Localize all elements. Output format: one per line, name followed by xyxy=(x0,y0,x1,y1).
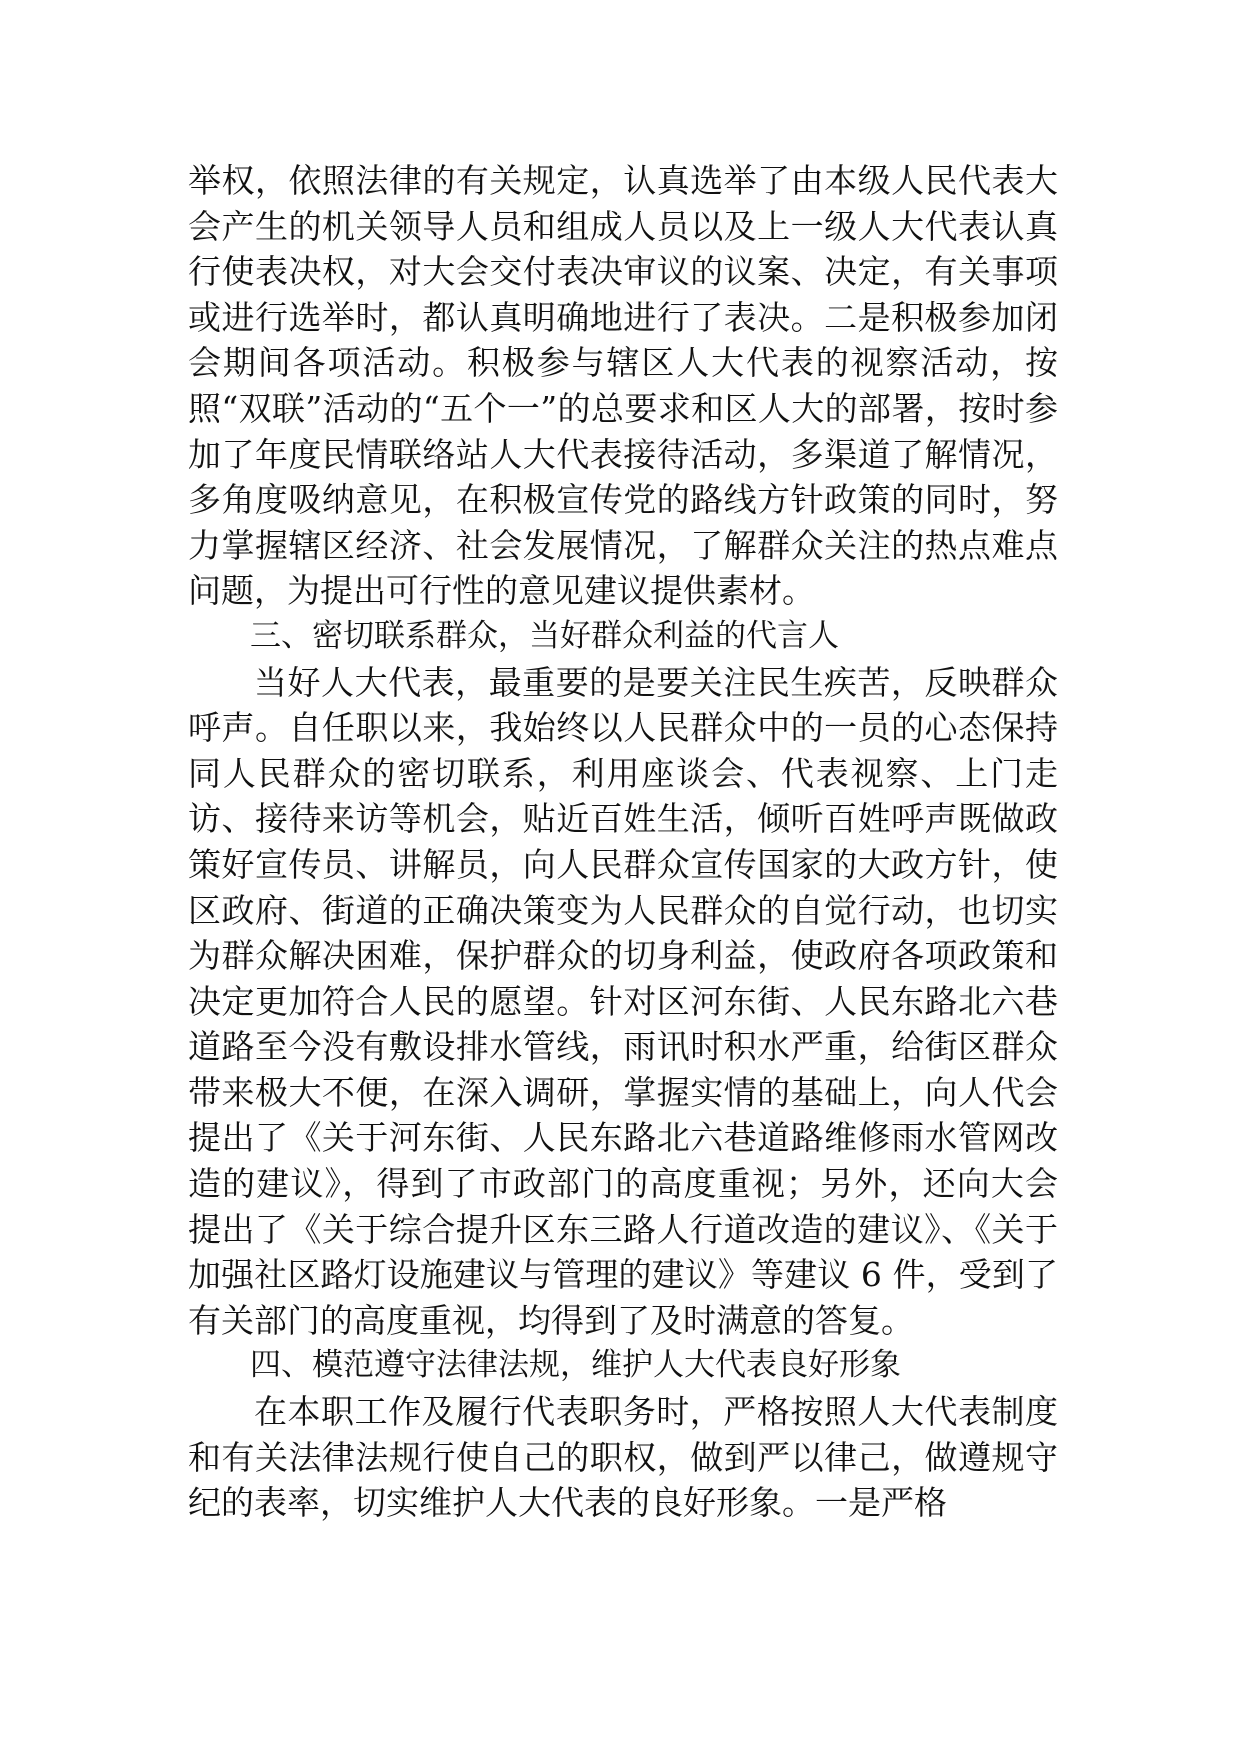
paragraph-continuation: 举权，依照法律的有关规定，认真选举了由本级人民代表大会产生的机关领导人员和组成人员以及上一级人大代表认真行使表决权，对大会交付表决审议的议案、决定，有关事项或进行选举时，都认真明确地进行了表决。二是积极参加闭会期间各项活动。积极参与辖区人大代表的视察活动，按照“双联”活动的“五个一”的总要求和区人大的部署，按时参加了年度民情联络站人大代表接待活动，多渠道了解情况，多角度吸纳意见，在积极宣传党的路线方针政策的同时，努力掌握辖区经济、社会发展情况，了解群众关注的热点难点问题，为提出可行性的意见建议提供素材。 xyxy=(188,161,1058,611)
section-heading-3: 三、密切联系群众，当好群众利益的代言人 xyxy=(250,617,839,654)
paragraph-section-3: 当好人大代表，最重要的是要关注民生疾苦，反映群众呼声。自任职以来，我始终以人民群众中的一员的心态保持同人民群众的密切联系，利用座谈会、代表视察、上门走访、接待来访等机会，贴近百姓生活，倾听百姓呼声既做政策好宣传员、讲解员，向人民群众宣传国家的大政方针，使区政府、街道的正确决策变为人民群众的自觉行动，也切实为群众解决困难，保护群众的切身利益，使政府各项政策和决定更加符合人民的愿望。针对区河东街、人民东路北六巷道路至今没有敷设排水管线，雨讯时积水严重，给街区群众带来极大不便，在深入调研，掌握实情的基础上，向人代会提出了《关于河东街、人民东路北六巷道路维修雨水管网改造的建议》，得到了市政部门的高度重视；另外，还向大会提出了《关于综合提升区东三路人行道改造的建议》、《关于加强社区路灯设施建议与管理的建议》等建议 6 件，受到了有关部门的高度重视，均得到了及时满意的答复。 xyxy=(188,662,1058,1340)
section-heading-4: 四、模范遵守法律法规，维护人大代表良好形象 xyxy=(250,1347,901,1384)
document-body xyxy=(188,158,1058,1526)
paragraph-section-4: 在本职工作及履行代表职务时，严格按照人大代表制度和有关法律法规行使自己的职权，做到严以律己，做遵规守纪的表率，切实维护人大代表的良好形象。一是严格 xyxy=(188,1392,1058,1523)
